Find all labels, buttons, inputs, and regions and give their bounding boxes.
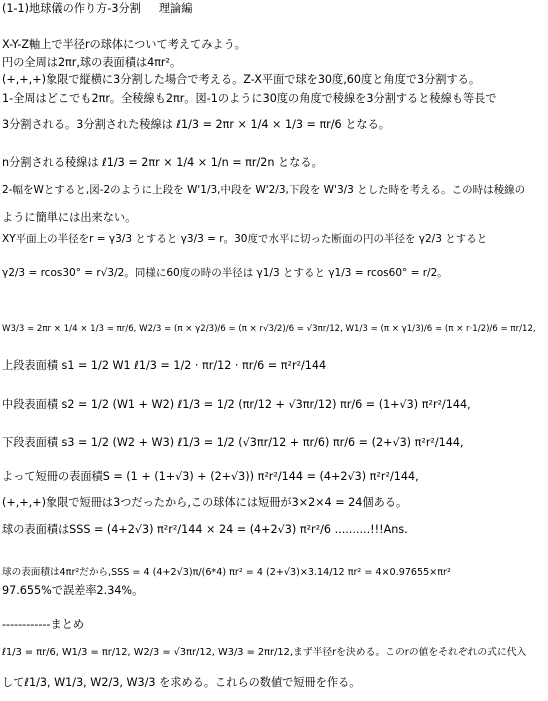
text-line-1: X-Y-Z軸上で半径rの球体について考えてみよう。 bbox=[2, 38, 246, 51]
text-line-7: 2-幅をWとすると,図-2のように上段を W'1/3,中段を W'2/3,下段を W'3/3 とした時を考える。この時は稜線の bbox=[2, 184, 526, 196]
text-line-18: 球の表面積は4πr²だから,SSS = 4 (4+2√3)π/(6*4) πr² = 4 (2+√3)×3.14/12 πr² = 4×0.97655×πr² bbox=[2, 567, 451, 578]
text-line-3: (+,+,+)象限で縦横に3分割した場合で考える。Z-X平面で球を30度,60度と角度で3分割する。 bbox=[2, 73, 481, 86]
text-line-16: (+,+,+)象限で短冊は3つだったから,この球体には短冊が3×2×4 = 24個ある。 bbox=[2, 496, 408, 509]
text-line-11: W3/3 = 2πr × 1/4 × 1/3 = πr/6, W2/3 = (π × γ2/3)/6 = (π × r√3/2)/6 = √3πr/12, W1/3 = (π × γ1/3)/6 = (π × r·1/2)/6 = πr/12, bbox=[2, 324, 536, 334]
document-title: (1-1)地球儀の作り方-3分割 bbox=[2, 2, 141, 15]
text-line-21: ℓ1/3 = πr/6, W1/3 = πr/12, W2/3 = √3πr/12, W3/3 = 2πr/12,まず半径rを決める。このrの値をそれぞれの式に代入 bbox=[2, 647, 527, 658]
text-line-15: よって短冊の表面積S = (1 + (1+√3) + (2+√3)) π²r²/144 = (4+2√3) π²r²/144, bbox=[2, 470, 419, 483]
document-title-sub: 理論編 bbox=[158, 2, 193, 15]
text-line-17: 球の表面積はSSS = (4+2√3) π²r²/144 × 24 = (4+2√3) π²r²/6 ..........!!!Ans. bbox=[2, 523, 408, 536]
text-line-6: n分割される稜線は ℓ1/3 = 2πr × 1/4 × 1/n = πr/2n となる。 bbox=[2, 156, 323, 169]
document-title-line bbox=[2, 2, 192, 16]
text-line-19: 97.655%で誤差率2.34%。 bbox=[2, 584, 144, 597]
text-line-10: γ2/3 = rcos30° = r√3/2。同様に60度の時の半径は γ1/3 とすると γ1/3 = rcos60° = r/2。 bbox=[2, 267, 448, 279]
text-line-8: ように簡単には出来ない。 bbox=[2, 211, 137, 224]
text-line-14: 下段表面積 s3 = 1/2 (W2 + W3) ℓ1/3 = 1/2 (√3πr/12 + πr/6) πr/6 = (2+√3) π²r²/144, bbox=[2, 436, 464, 449]
text-line-9: XY平面上の半径をr = γ3/3 とすると γ3/3 = r。30度で水平に切った断面の円の半径を γ2/3 とすると bbox=[2, 233, 488, 245]
text-line-20: ------------まとめ bbox=[2, 618, 85, 631]
text-line-5: 3分割される。3分割された稜線は ℓ1/3 = 2πr × 1/4 × 1/3 = πr/6 となる。 bbox=[2, 118, 390, 131]
text-line-4: 1-全周はどこでも2πr。全稜線も2πr。図-1のように30度の角度で稜線を3分割すると稜線も等長で bbox=[2, 92, 497, 105]
text-line-2: 円の全周は2πr,球の表面積は4πr²。 bbox=[2, 56, 182, 69]
text-line-12: 上段表面積 s1 = 1/2 W1 ℓ1/3 = 1/2 · πr/12 · πr/6 = π²r²/144 bbox=[2, 359, 327, 372]
text-line-22: してℓ1/3, W1/3, W2/3, W3/3 を求める。これらの数値で短冊を作る。 bbox=[2, 676, 361, 689]
text-line-13: 中段表面積 s2 = 1/2 (W1 + W2) ℓ1/3 = 1/2 (πr/12 + √3πr/12) πr/6 = (1+√3) π²r²/144, bbox=[2, 398, 471, 411]
